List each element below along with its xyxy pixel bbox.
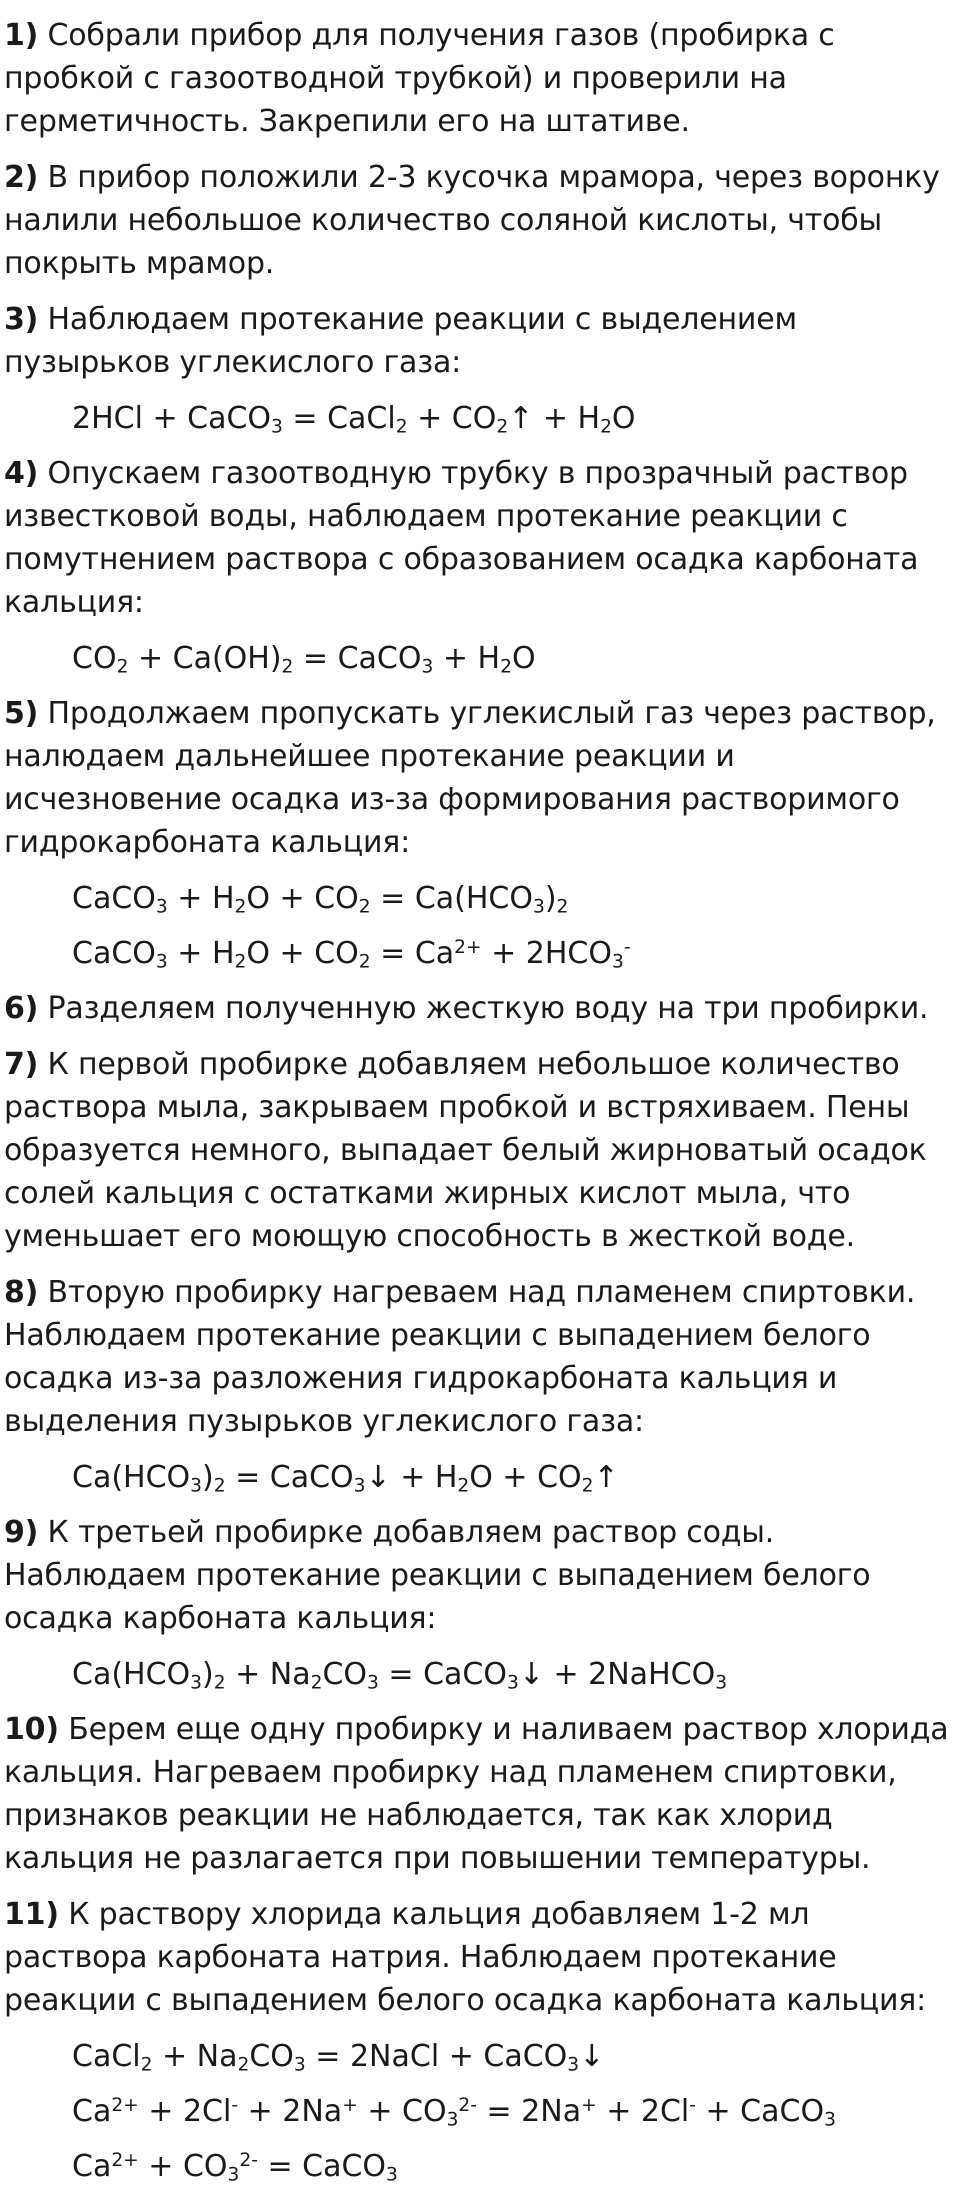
- step-number: 9): [4, 1515, 39, 1550]
- subscript: 2: [213, 1475, 226, 1497]
- step-paragraph: [4, 1511, 956, 1640]
- step-text: К первой пробирке добавляем небольшое количество раствора мыла, закрываем пробкой и встряхиваем. Пены образуется немного, выпадает белый жирноватый осадок солей кальция с остатками жирных кислот мыла, что уменьшает его моющую способность в жесткой воде.: [4, 1047, 927, 1254]
- step-paragraph: [4, 1893, 956, 2022]
- superscript: -: [623, 936, 631, 958]
- step-number: 5): [4, 696, 39, 731]
- chemical-equation: $CO_2 + Ca(OH)_2$ = CaCO$_3$ + $H_2O$: [72, 641, 536, 678]
- chemical-equation: $Ca(HCO_3)_2 + Na_2CO_3$ = CaCO$_3$↓ + 2NaHCO$_3$: [72, 1657, 728, 1694]
- step-text: В прибор положили 2-3 кусочка мрамора, через воронку налили небольшое количество соляной кислоты, чтобы покрыть мрамор.: [4, 160, 940, 281]
- subscript: 2: [556, 896, 569, 918]
- superscript: 2-: [239, 2149, 258, 2171]
- superscript: 2-: [458, 2094, 477, 2116]
- subscript: 3: [271, 416, 283, 438]
- chemical-equation: CaCO$_3$ + $H_2O + CO_2 = Ca(HCO_3)_2$: [72, 881, 569, 918]
- superscript: +: [342, 2094, 358, 2116]
- step-paragraph: [4, 1043, 956, 1258]
- step-text: К раствору хлорида кальция добавляем 1-2 мл раствора карбоната натрия. Наблюдаем протекание реакции с выпадением белого осадка карбоната кальция:: [4, 1897, 927, 2018]
- chemical-equation: $Ca^{2+} + 2Cl^- + 2Na^+ + CO_3^{2-} = 2Na^+ + 2Cl^-$ + CaCO$_3$: [72, 2094, 836, 2131]
- step-paragraph: [4, 14, 956, 143]
- subscript: 3: [567, 2054, 580, 2076]
- chemical-equation: CaCl$_2$ + $Na_2CO_3$ = 2NaCl + CaCO$_3$↓: [72, 2039, 605, 2076]
- superscript: 2+: [111, 2094, 139, 2116]
- step-text: Вторую пробирку нагреваем над пламенем спиртовки. Наблюдаем протекание реакции с выпадением белого осадка из-за разложения гидрокарбоната кальция и выделения пузырьков углекислого газа:: [4, 1275, 916, 1439]
- subscript: 2: [281, 656, 294, 678]
- step-paragraph: [4, 1708, 956, 1880]
- subscript: 3: [386, 2164, 398, 2186]
- subscript: 2: [358, 896, 371, 918]
- subscript: 3: [190, 1475, 202, 1497]
- step-text: Опускаем газоотводную трубку в прозрачный раствор известковой воды, наблюдаем протекание реакции с помутнением раствора с образованием осадка карбоната кальция:: [4, 456, 919, 620]
- subscript: 3: [190, 1672, 202, 1694]
- step-number: 2): [4, 160, 39, 195]
- chemical-equation: $Ca^{2+} + CO_3^{2-}$ = CaCO$_3$: [72, 2149, 398, 2186]
- subscript: 3: [367, 1672, 379, 1694]
- chemical-equation: 2HCl + CaCO$_3$ = CaCl$_2$ + $CO_2↑ + H_2O$: [72, 401, 636, 438]
- subscript: 2: [581, 1475, 594, 1497]
- step-text: Продолжаем пропускать углекислый газ через раствор, налюдаем дальнейшее протекание реакции и исчезновение осадка из-за формирования растворимого гидрокарбоната кальция:: [4, 696, 936, 860]
- superscript: 2+: [454, 936, 482, 958]
- step-number: 3): [4, 302, 39, 337]
- subscript: 3: [227, 2164, 240, 2186]
- superscript: +: [581, 2094, 597, 2116]
- subscript: 2: [310, 1672, 323, 1694]
- step-paragraph: [4, 452, 956, 624]
- subscript: 2: [600, 416, 612, 438]
- step-number: 7): [4, 1047, 39, 1082]
- step-paragraph: [4, 1271, 956, 1443]
- step-number: 4): [4, 456, 39, 491]
- superscript: -: [689, 2094, 696, 2116]
- superscript: 2+: [111, 2149, 139, 2171]
- subscript: 2: [500, 656, 512, 678]
- chemical-equation: CaCO$_3$ + $H_2O + CO_2 = Ca^{2+} + 2HCO_3^-$: [72, 936, 631, 973]
- subscript: 2: [496, 416, 509, 438]
- subscript: 3: [446, 2109, 459, 2131]
- step-number: 1): [4, 18, 39, 53]
- subscript: 3: [824, 2109, 836, 2131]
- step-text: Собрали прибор для получения газов (пробирка с пробкой с газоотводной трубкой) и проверили на герметичность. Закрепили его на штативе.: [4, 18, 835, 139]
- step-number: 10): [4, 1712, 59, 1747]
- subscript: 2: [395, 416, 408, 438]
- step-text: К третьей пробирке добавляем раствор соды. Наблюдаем протекание реакции с выпадением белого осадка карбоната кальция:: [4, 1515, 871, 1636]
- step-number: 8): [4, 1275, 39, 1310]
- subscript: 3: [612, 951, 624, 973]
- subscript: 2: [140, 2054, 153, 2076]
- step-paragraph: [4, 156, 956, 285]
- step-number: 11): [4, 1897, 59, 1932]
- step-paragraph: [4, 692, 956, 864]
- subscript: 3: [293, 2054, 306, 2076]
- subscript: 2: [234, 951, 247, 973]
- step-number: 6): [4, 991, 39, 1026]
- subscript: 3: [532, 896, 545, 918]
- step-text: Берем еще одну пробирку и наливаем раствор хлорида кальция. Нагреваем пробирку над пламенем спиртовки, признаков реакции не наблюдается, так как хлорид кальция не разлагается при повышении температуры.: [4, 1712, 949, 1876]
- subscript: 2: [234, 896, 247, 918]
- subscript: 3: [421, 656, 434, 678]
- subscript: 2: [237, 2054, 250, 2076]
- subscript: 3: [506, 1672, 519, 1694]
- step-text: Наблюдаем протекание реакции с выделением пузырьков углекислого газа:: [4, 302, 797, 380]
- subscript: 3: [155, 896, 168, 918]
- step-paragraph: [4, 987, 956, 1030]
- subscript: 2: [457, 1475, 470, 1497]
- subscript: 3: [715, 1672, 728, 1694]
- chemical-equation: $Ca(HCO_3)_2$ = CaCO$_3$↓ + $H_2O$ + $CO_2↑$: [72, 1460, 619, 1497]
- subscript: 2: [213, 1672, 226, 1694]
- superscript: -: [231, 2094, 239, 2116]
- step-paragraph: [4, 298, 956, 384]
- subscript: 3: [155, 951, 168, 973]
- subscript: 2: [116, 656, 129, 678]
- subscript: 2: [358, 951, 371, 973]
- step-text: Разделяем полученную жесткую воду на три пробирки.: [47, 991, 929, 1026]
- subscript: 3: [353, 1475, 366, 1497]
